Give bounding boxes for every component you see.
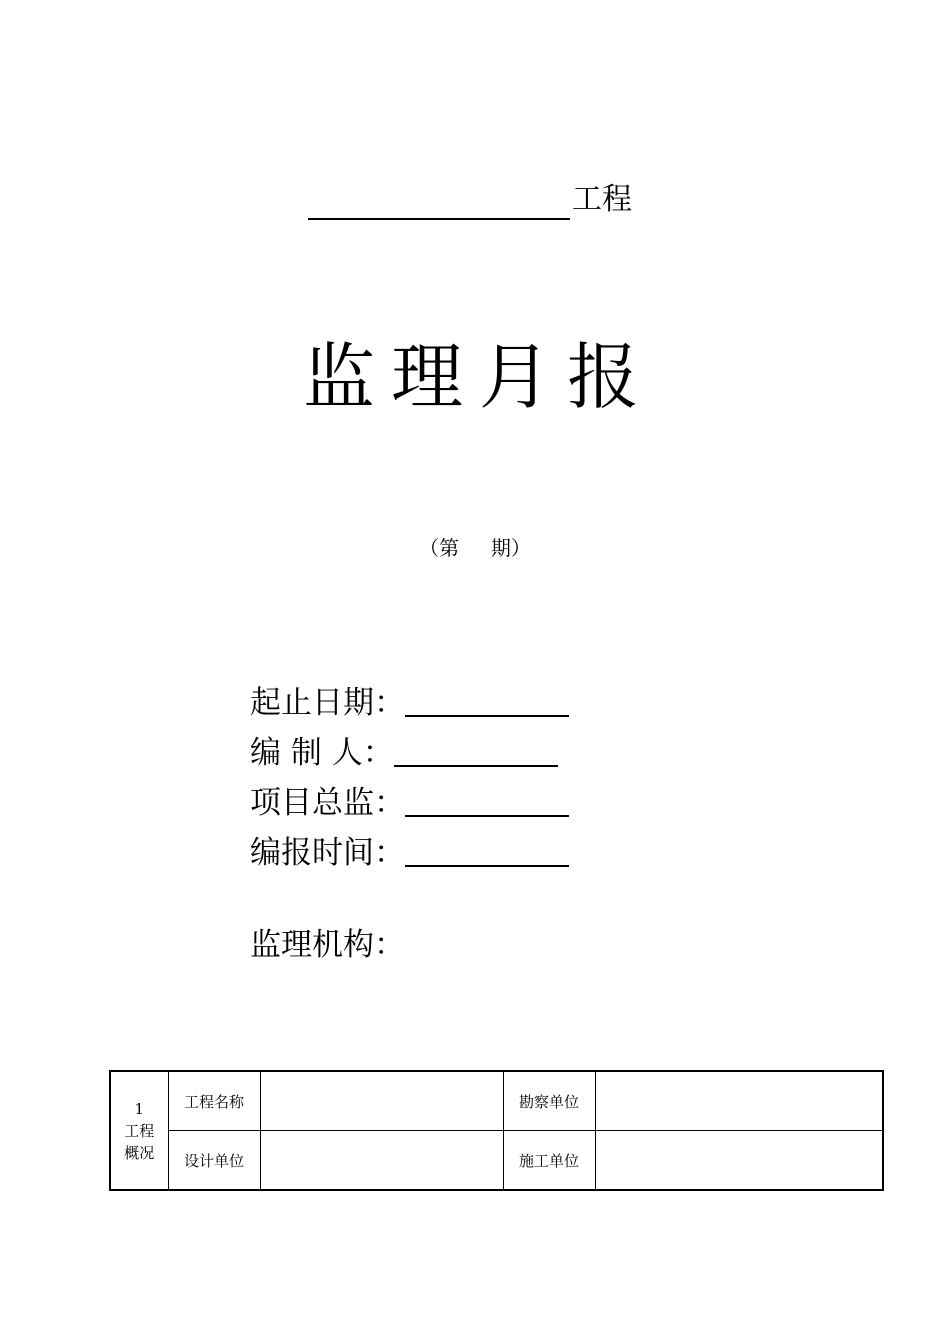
field-chief-supervisor bbox=[250, 775, 569, 825]
design-unit-value[interactable] bbox=[260, 1131, 503, 1191]
project-name-label: 工程名称 bbox=[168, 1071, 260, 1131]
supervision-organization-label: 监理机构： bbox=[250, 927, 405, 963]
field-blank-date-range[interactable] bbox=[405, 679, 569, 717]
project-overview-table bbox=[109, 1070, 884, 1191]
report-title: 监理月报 bbox=[302, 335, 655, 419]
construction-unit-value[interactable] bbox=[595, 1131, 883, 1191]
section-title-line2: 概况 bbox=[124, 1143, 155, 1162]
field-label: 编报时间： bbox=[250, 835, 405, 871]
project-name-line bbox=[308, 176, 632, 220]
field-blank-report-time[interactable] bbox=[405, 829, 569, 867]
construction-unit-label: 施工单位 bbox=[503, 1131, 595, 1191]
field-label: 项目总监： bbox=[250, 785, 405, 821]
section-title-line1: 工程 bbox=[124, 1121, 155, 1140]
cover-fields bbox=[250, 675, 569, 875]
project-suffix: 工程 bbox=[572, 182, 632, 217]
field-report-time bbox=[250, 825, 569, 875]
field-author bbox=[250, 725, 569, 775]
field-label: 起止日期： bbox=[250, 685, 405, 721]
issue-number: （第 期） bbox=[419, 536, 531, 560]
table-row bbox=[110, 1071, 883, 1131]
table-row bbox=[110, 1131, 883, 1191]
field-blank-author[interactable] bbox=[394, 729, 558, 767]
project-name-blank[interactable] bbox=[308, 180, 570, 220]
field-date-range bbox=[250, 675, 569, 725]
section-heading-cell bbox=[110, 1071, 168, 1190]
field-blank-chief-supervisor[interactable] bbox=[405, 779, 569, 817]
field-label: 编 制 人： bbox=[250, 735, 394, 771]
survey-unit-label: 勘察单位 bbox=[503, 1071, 595, 1131]
survey-unit-value[interactable] bbox=[595, 1071, 883, 1131]
section-number: 1 bbox=[134, 1099, 145, 1118]
project-name-value[interactable] bbox=[260, 1071, 503, 1131]
design-unit-label: 设计单位 bbox=[168, 1131, 260, 1191]
